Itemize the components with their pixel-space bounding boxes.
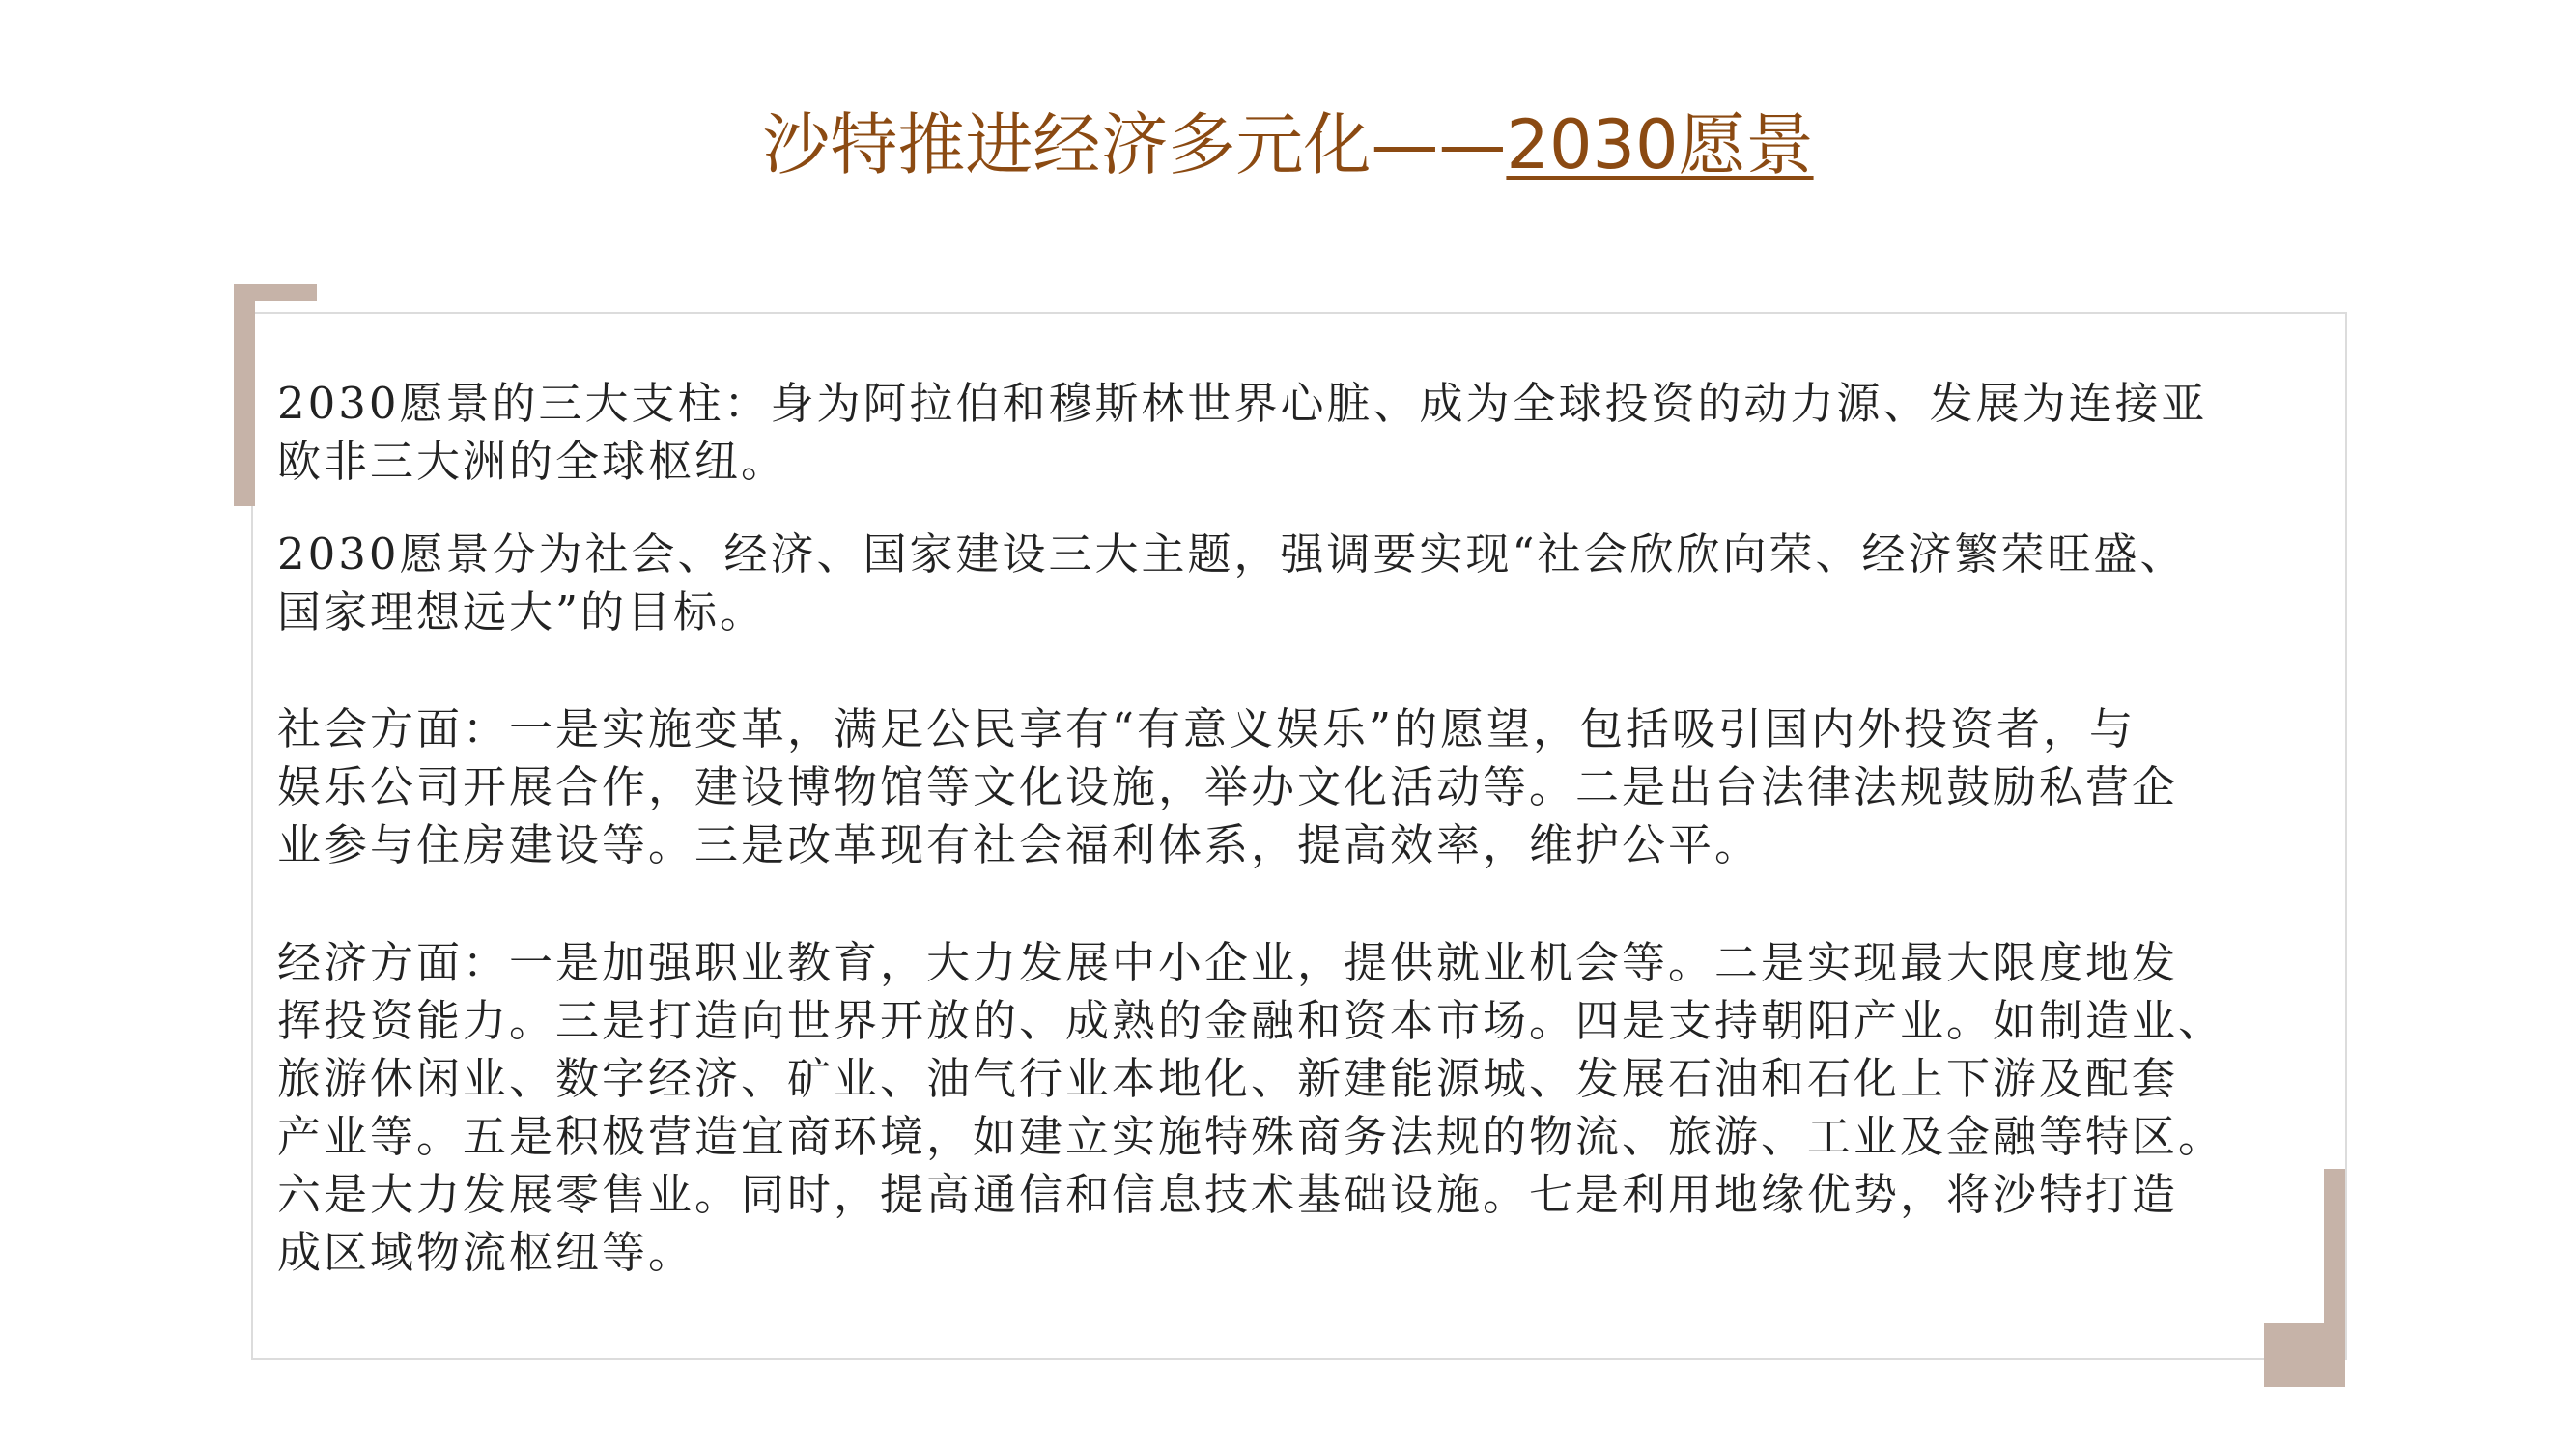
- corner-accent-top-left-side: [234, 284, 255, 506]
- paragraph-economy: 经济方面：一是加强职业教育，大力发展中小企业，提供就业机会等。二是实现最大限度地发 挥投资能力。三是打造向世界开放的、成熟的金融和资本市场。四是支持朝阳产业。如制造业、 旅游休闲业、数字经济、矿业、油气行业本地化、新建能源城、发展石油和石化上下游及配套 产业等。五是积极营造宜商环境，如建立实施特殊商务法规的物流、旅游、工业及金融等特区。 六是大力发展零售业。同时，提高通信和信息技术基础设施。七是利用地缘优势，将沙特打造 成区域物流枢纽等。: [277, 937, 2225, 1278]
- slide-title: [0, 97, 2576, 193]
- paragraph-themes: 2030愿景分为社会、经济、国家建设三大主题，强调要实现“社会欣欣向荣、经济繁荣旺盛、 国家理想远大”的目标。: [277, 528, 2187, 638]
- title-main: 沙特推进经济多元化——: [762, 105, 1507, 185]
- corner-accent-bottom-right-bar: [2264, 1323, 2345, 1387]
- title-year: 2030愿景: [1506, 105, 1814, 185]
- paragraph-pillars: 2030愿景的三大支柱：身为阿拉伯和穆斯林世界心脏、成为全球投资的动力源、发展为连接亚 欧非三大洲的全球枢纽。: [277, 378, 2208, 487]
- paragraph-social: 社会方面：一是实施变革，满足公民享有“有意义娱乐”的愿望，包括吸引国内外投资者，与 娱乐公司开展合作，建设博物馆等文化设施，举办文化活动等。二是出台法律法规鼓励私营企 业参与住房建设等。三是改革现有社会福利体系，提高效率，维护公平。: [277, 703, 2179, 870]
